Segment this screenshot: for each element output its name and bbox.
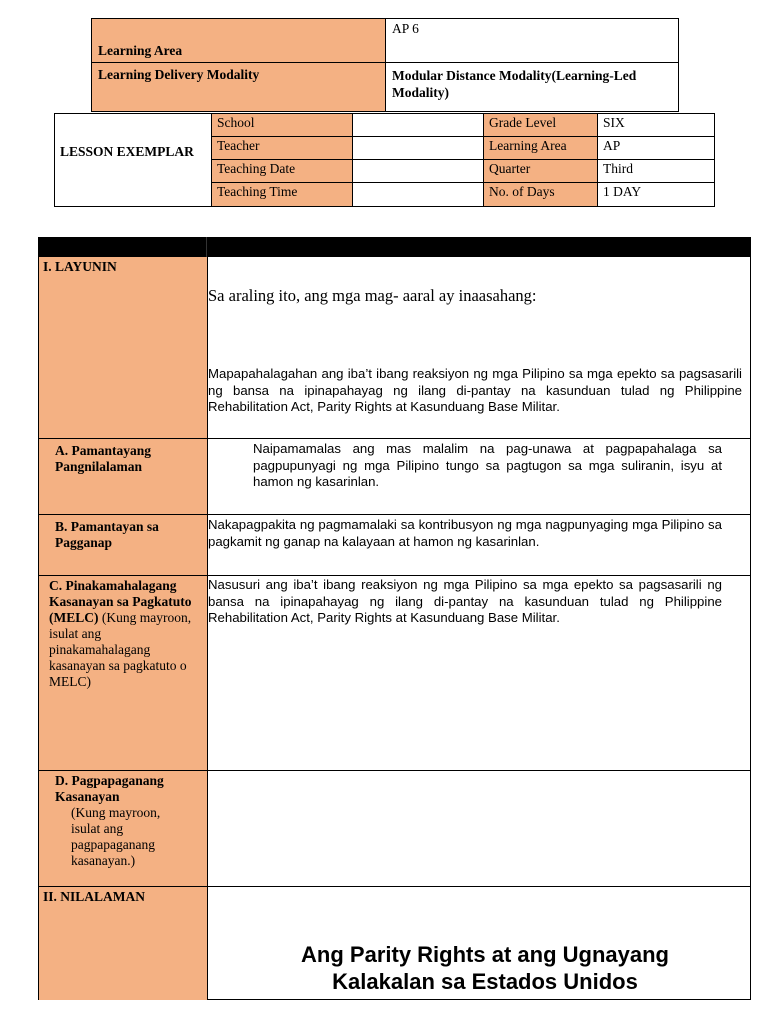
grade-level-value: SIX: [603, 115, 625, 130]
modality-value-cell: [386, 63, 678, 111]
layunin-label: I. LAYUNIN: [43, 259, 117, 274]
main-table-header-bar: [38, 237, 751, 257]
header-divider: [206, 237, 207, 257]
learning-area-label: Learning Area: [98, 43, 183, 58]
melc-note: (Kung mayroon, isulat ang pinakamahalagang kasanayan sa pagkatuto o MELC): [49, 610, 192, 689]
grade-level-value-cell: [598, 114, 714, 137]
pamantayan-sa-pagganap-label: B. Pamantayan sa Pagganap: [55, 519, 159, 550]
nilalaman-label: II. NILALAMAN: [43, 889, 146, 904]
school-label: School: [217, 115, 255, 130]
days-label: No. of Days: [489, 184, 555, 199]
pagpapaganang-kasanayan-label: D. Pagpapaganang Kasanayan: [55, 773, 164, 804]
lesson-exemplar-table: [54, 113, 715, 207]
teacher-label-cell: [212, 137, 353, 160]
quarter-value: Third: [603, 161, 633, 176]
pamantayang-pangnilalaman-content-cell: [208, 439, 750, 515]
nilalaman-title: Ang Parity Rights at ang Ugnayang Kalakalan sa Estados Unidos: [301, 942, 669, 994]
school-label-cell: [212, 114, 353, 137]
grade-level-label-cell: [484, 114, 598, 137]
learning-area-label2-cell: [484, 137, 598, 160]
layunin-label-cell: [39, 257, 208, 439]
melc-label-cell: [39, 576, 208, 771]
pagpapaganang-kasanayan-content-cell: [208, 771, 750, 887]
layunin-intro: Sa araling ito, ang mga mag- aaral ay inaasahang:: [208, 286, 537, 305]
learning-area-value-cell: [386, 19, 678, 63]
nilalaman-content-cell: [208, 887, 750, 1000]
quarter-value-cell: [598, 160, 714, 183]
pamantayang-pangnilalaman-label-cell: [39, 439, 208, 515]
days-value: 1 DAY: [603, 184, 642, 199]
teaching-date-label-cell: [212, 160, 353, 183]
learning-area-value: AP 6: [392, 21, 419, 36]
pamantayan-sa-pagganap-content-cell: [208, 515, 750, 576]
melc-label: C. Pinakamahalagang Kasanayan sa Pagkatuto (MELC): [49, 578, 192, 625]
pamantayang-pangnilalaman-label: A. Pamantayang Pangnilalaman: [55, 443, 152, 474]
days-label-cell: [484, 183, 598, 206]
teacher-value-cell: [353, 137, 484, 160]
quarter-label: Quarter: [489, 161, 531, 176]
teaching-time-label-cell: [212, 183, 353, 206]
lesson-exemplar-title-cell: [55, 114, 212, 206]
modality-label: Learning Delivery Modality: [98, 67, 260, 82]
header-table: [91, 18, 679, 112]
pamantayan-sa-pagganap-body: Nakapagpakita ng pagmamalaki sa kontribusyon ng mga nagpunyaging mga Pilipino sa pagkamit ng ganap na kalayaan at hamon ng kasarinlan.: [208, 517, 722, 549]
school-value-cell: [353, 114, 484, 137]
quarter-label-cell: [484, 160, 598, 183]
teaching-date-label: Teaching Date: [217, 161, 296, 176]
layunin-content-cell: [208, 257, 750, 439]
pamantayan-sa-pagganap-label-cell: [39, 515, 208, 576]
learning-area-value2-cell: [598, 137, 714, 160]
learning-area-label-cell: [92, 19, 386, 63]
modality-value: Modular Distance Modality(Learning-Led Modality): [392, 68, 637, 100]
learning-area-label2: Learning Area: [489, 138, 567, 153]
lesson-exemplar-title: LESSON EXEMPLAR: [60, 144, 194, 159]
layunin-body: Mapapahalagahan ang iba’t ibang reaksiyon ng mga Pilipino sa mga epekto sa pagsasarili ng bansa na ipinapahayag ng ilang di-pantay na kasunduan tulad ng Philippine Rehabilitation Act, Parity Rights at Kasunduang Base Militar.: [208, 366, 742, 414]
melc-body: Nasusuri ang iba’t ibang reaksiyon ng mga Pilipino sa mga epekto sa pagsasarili ng bansa na ipinapahayag ng ilang di-pantay na kasunduan tulad ng Philippine Rehabilitation Act, Parity Rights at Kasunduang Base Militar.: [208, 577, 722, 625]
learning-area-value2: AP: [603, 138, 621, 153]
nilalaman-label-cell: [39, 887, 208, 1000]
teaching-date-value-cell: [353, 160, 484, 183]
pamantayang-pangnilalaman-body: Naipamamalas ang mas malalim na pag-unawa at pagpapahalaga sa pagpupunyagi ng mga Pilipino tungo sa pagtugon sa mga suliranin, isyu at hamon ng kasarinlan.: [253, 441, 722, 489]
pagpapaganang-kasanayan-note: (Kung mayroon, isulat ang pagpapaganang kasanayan.): [71, 805, 161, 868]
modality-label-cell: [92, 63, 386, 111]
grade-level-label: Grade Level: [489, 115, 557, 130]
teaching-time-label: Teaching Time: [217, 184, 298, 199]
melc-content-cell: [208, 576, 750, 771]
days-value-cell: [598, 183, 714, 206]
teaching-time-value-cell: [353, 183, 484, 206]
pagpapaganang-kasanayan-label-cell: [39, 771, 208, 887]
main-lesson-table: [38, 257, 751, 1000]
teacher-label: Teacher: [217, 138, 260, 153]
